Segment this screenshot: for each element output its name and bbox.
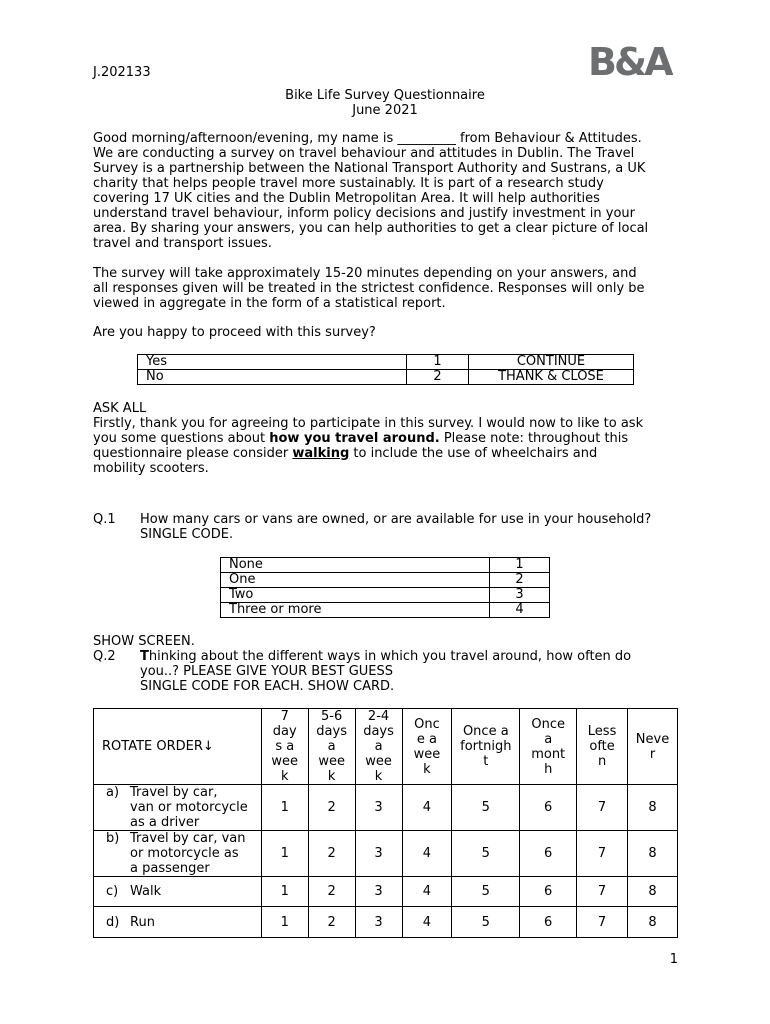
- rotate-order-header: ROTATE ORDER↓: [94, 709, 262, 785]
- table-header-row: [94, 709, 678, 785]
- option-code: 2: [490, 573, 550, 588]
- code-cell: 7: [577, 785, 628, 831]
- code-cell: 7: [577, 907, 628, 938]
- q2-line3: SINGLE CODE FOR EACH. SHOW CARD.: [140, 679, 395, 694]
- code-cell: 5: [452, 907, 520, 938]
- option-code: 3: [490, 588, 550, 603]
- code-cell: 2: [308, 785, 355, 831]
- code-cell: 2: [308, 877, 355, 907]
- row-label: d) Run: [94, 907, 262, 938]
- column-header: Once a mont h: [520, 709, 577, 785]
- code-cell: 3: [355, 907, 402, 938]
- code-cell: 6: [520, 907, 577, 938]
- column-header: Less ofte n: [577, 709, 628, 785]
- code-cell: 1: [261, 785, 308, 831]
- table-row: [221, 588, 550, 603]
- code-cell: 5: [452, 831, 520, 877]
- option-label: One: [221, 573, 490, 588]
- q1-number: Q.1: [93, 512, 116, 527]
- code-cell: 4: [402, 831, 452, 877]
- code-cell: 6: [520, 785, 577, 831]
- code-cell: 5: [452, 877, 520, 907]
- ask-all-heading: ASK ALL: [93, 401, 147, 416]
- q2-instruction: SHOW SCREEN.: [93, 634, 195, 649]
- intro-paragraph: Good morning/afternoon/evening, my name is _________ from Behaviour & Attitudes. We are conducting a survey on travel behaviour and attitudes in Dublin. The Travel Survey is a partnership between the National Transport Authority and Sustrans, a UK charity that helps people travel more sustainably. It is part of a research study covering 17 UK cities and the Dublin Metropolitan Area. It will help authorities understand travel behaviour, inform policy decisions and justify investment in your area. By sharing your answers, you can help authorities to get a clear picture of local travel and transport issues.: [93, 131, 649, 251]
- code-cell: 7: [577, 877, 628, 907]
- row-label: b) Travel by car, van or motorcycle as a passenger: [94, 831, 262, 877]
- code-cell: 4: [402, 907, 452, 938]
- column-header: 5-6 days a wee k: [308, 709, 355, 785]
- column-header: Neve r: [628, 709, 678, 785]
- code-cell: 3: [355, 785, 402, 831]
- code-cell: 8: [628, 877, 678, 907]
- table-row: [221, 558, 550, 573]
- row-label: a) Travel by car, van or motorcycle as a driver: [94, 785, 262, 831]
- survey-info-paragraph: The survey will take approximately 15-20 minutes depending on your answers, and all responses given will be treated in the strictest confidence. Responses will only be viewed in aggregate in the form of a statistical report.: [93, 266, 645, 311]
- code-cell: 8: [628, 831, 678, 877]
- option-label: Two: [221, 588, 490, 603]
- code-cell: 8: [628, 907, 678, 938]
- doc-title: Bike Life Survey Questionnaire: [285, 88, 485, 103]
- code-cell: 3: [355, 831, 402, 877]
- option-label: None: [221, 558, 490, 573]
- q1-text: How many cars or vans are owned, or are available for use in your household? SINGLE CODE.: [140, 512, 652, 542]
- job-number: J.202133: [93, 65, 151, 80]
- option-action: THANK & CLOSE: [469, 370, 634, 385]
- page-number: 1: [669, 952, 678, 967]
- option-code: 2: [407, 370, 469, 385]
- q2-line1: Thinking about the different ways in which you travel around, how often do: [140, 649, 632, 664]
- code-cell: 5: [452, 785, 520, 831]
- table-row: [94, 907, 678, 938]
- q2-line2: you..? PLEASE GIVE YOUR BEST GUESS: [140, 664, 394, 679]
- column-header: 7 day s a wee k: [261, 709, 308, 785]
- logo-text: B&A: [588, 42, 671, 78]
- code-cell: 2: [308, 831, 355, 877]
- column-header: Onc e a wee k: [402, 709, 452, 785]
- doc-date: June 2021: [352, 103, 418, 118]
- ask-all-line1: Firstly, thank you for agreeing to participate in this survey. I would now to like to ask: [93, 416, 644, 431]
- column-header: Once a fortnigh t: [452, 709, 520, 785]
- row-label: c) Walk: [94, 877, 262, 907]
- code-cell: 6: [520, 877, 577, 907]
- option-code: 1: [490, 558, 550, 573]
- code-cell: 2: [308, 907, 355, 938]
- code-cell: 4: [402, 877, 452, 907]
- consent-table: [137, 354, 634, 385]
- code-cell: 1: [261, 907, 308, 938]
- ask-all-line3: questionnaire please consider walking to include the use of wheelchairs and: [93, 446, 598, 461]
- code-cell: 1: [261, 831, 308, 877]
- q2-frequency-table: [93, 708, 678, 938]
- code-cell: 3: [355, 877, 402, 907]
- ask-all-line4: mobility scooters.: [93, 461, 209, 476]
- ba-logo: [588, 42, 678, 78]
- proceed-question: Are you happy to proceed with this survey?: [93, 325, 376, 340]
- option-label: Three or more: [221, 603, 490, 618]
- option-label: No: [138, 370, 407, 385]
- code-cell: 7: [577, 831, 628, 877]
- code-cell: 4: [402, 785, 452, 831]
- table-row: [138, 370, 634, 385]
- code-cell: 6: [520, 831, 577, 877]
- table-row: [94, 877, 678, 907]
- option-code: 1: [407, 355, 469, 370]
- table-row: [221, 603, 550, 618]
- ask-all-line2: you some questions about how you travel around. Please note: throughout this: [93, 431, 629, 446]
- table-row: [94, 831, 678, 877]
- code-cell: 8: [628, 785, 678, 831]
- q2-number: Q.2: [93, 649, 116, 664]
- column-header: 2-4 days a wee k: [355, 709, 402, 785]
- q1-options-table: [220, 557, 550, 618]
- code-cell: 1: [261, 877, 308, 907]
- table-row: [94, 785, 678, 831]
- option-action: CONTINUE: [469, 355, 634, 370]
- table-row: [138, 355, 634, 370]
- table-row: [221, 573, 550, 588]
- option-code: 4: [490, 603, 550, 618]
- option-label: Yes: [138, 355, 407, 370]
